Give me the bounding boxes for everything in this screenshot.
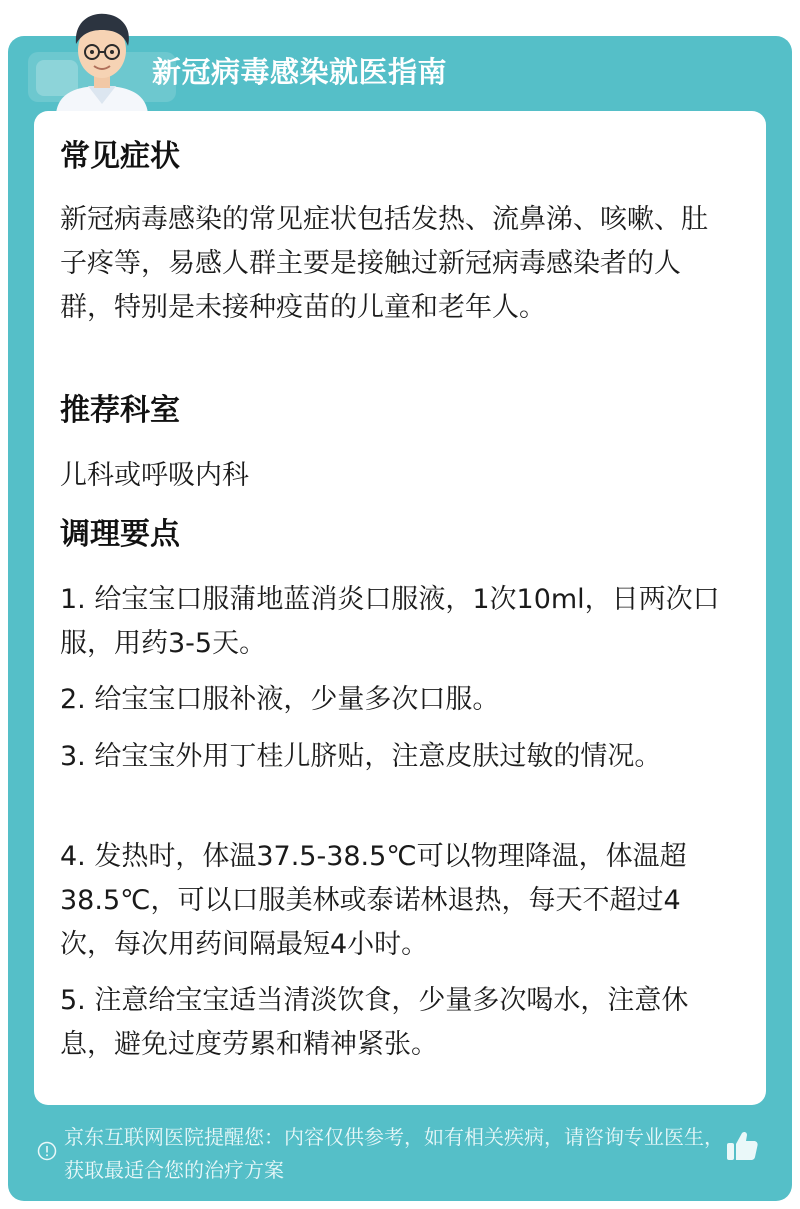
- department-text: 儿科或呼吸内科: [60, 460, 249, 491]
- care-item-1: 1. 给宝宝口服蒲地蓝消炎口服液，1次10ml，日两次口服，用药3-5天。: [60, 584, 720, 659]
- disclaimer-text: 京东互联网医院提醒您：内容仅供参考，如有相关疾病，请咨询专业医生，获取最适合您的治疗方案: [64, 1125, 724, 1182]
- thumbs-up-icon[interactable]: [724, 1128, 760, 1164]
- doctor-avatar-icon: [48, 6, 156, 114]
- care-item-4: 4. 发热时，体温37.5-38.5℃可以物理降温，体温超38.5℃，可以口服美林或泰诺林退热，每天不超过4次，每次用药间隔最短4小时。: [60, 841, 687, 960]
- care-item-3: 3. 给宝宝外用丁桂儿脐贴，注意皮肤过敏的情况。: [60, 741, 662, 772]
- care-heading: 调理要点: [60, 517, 180, 552]
- content-card: [34, 111, 766, 1105]
- symptoms-text: 新冠病毒感染的常见症状包括发热、流鼻涕、咳嗽、肚子疼等，易感人群主要是接触过新冠病毒感染者的人群，特别是未接种疫苗的儿童和老年人。: [60, 204, 708, 323]
- symptoms-heading: 常见症状: [60, 139, 180, 174]
- department-heading: 推荐科室: [60, 393, 180, 428]
- info-icon: [37, 1141, 57, 1161]
- care-item-2: 2. 给宝宝口服补液，少量多次口服。: [60, 684, 500, 715]
- page-title: 新冠病毒感染就医指南: [152, 55, 448, 89]
- care-item-5: 5. 注意给宝宝适当清淡饮食，少量多次喝水，注意休息，避免过度劳累和精神紧张。: [60, 985, 689, 1060]
